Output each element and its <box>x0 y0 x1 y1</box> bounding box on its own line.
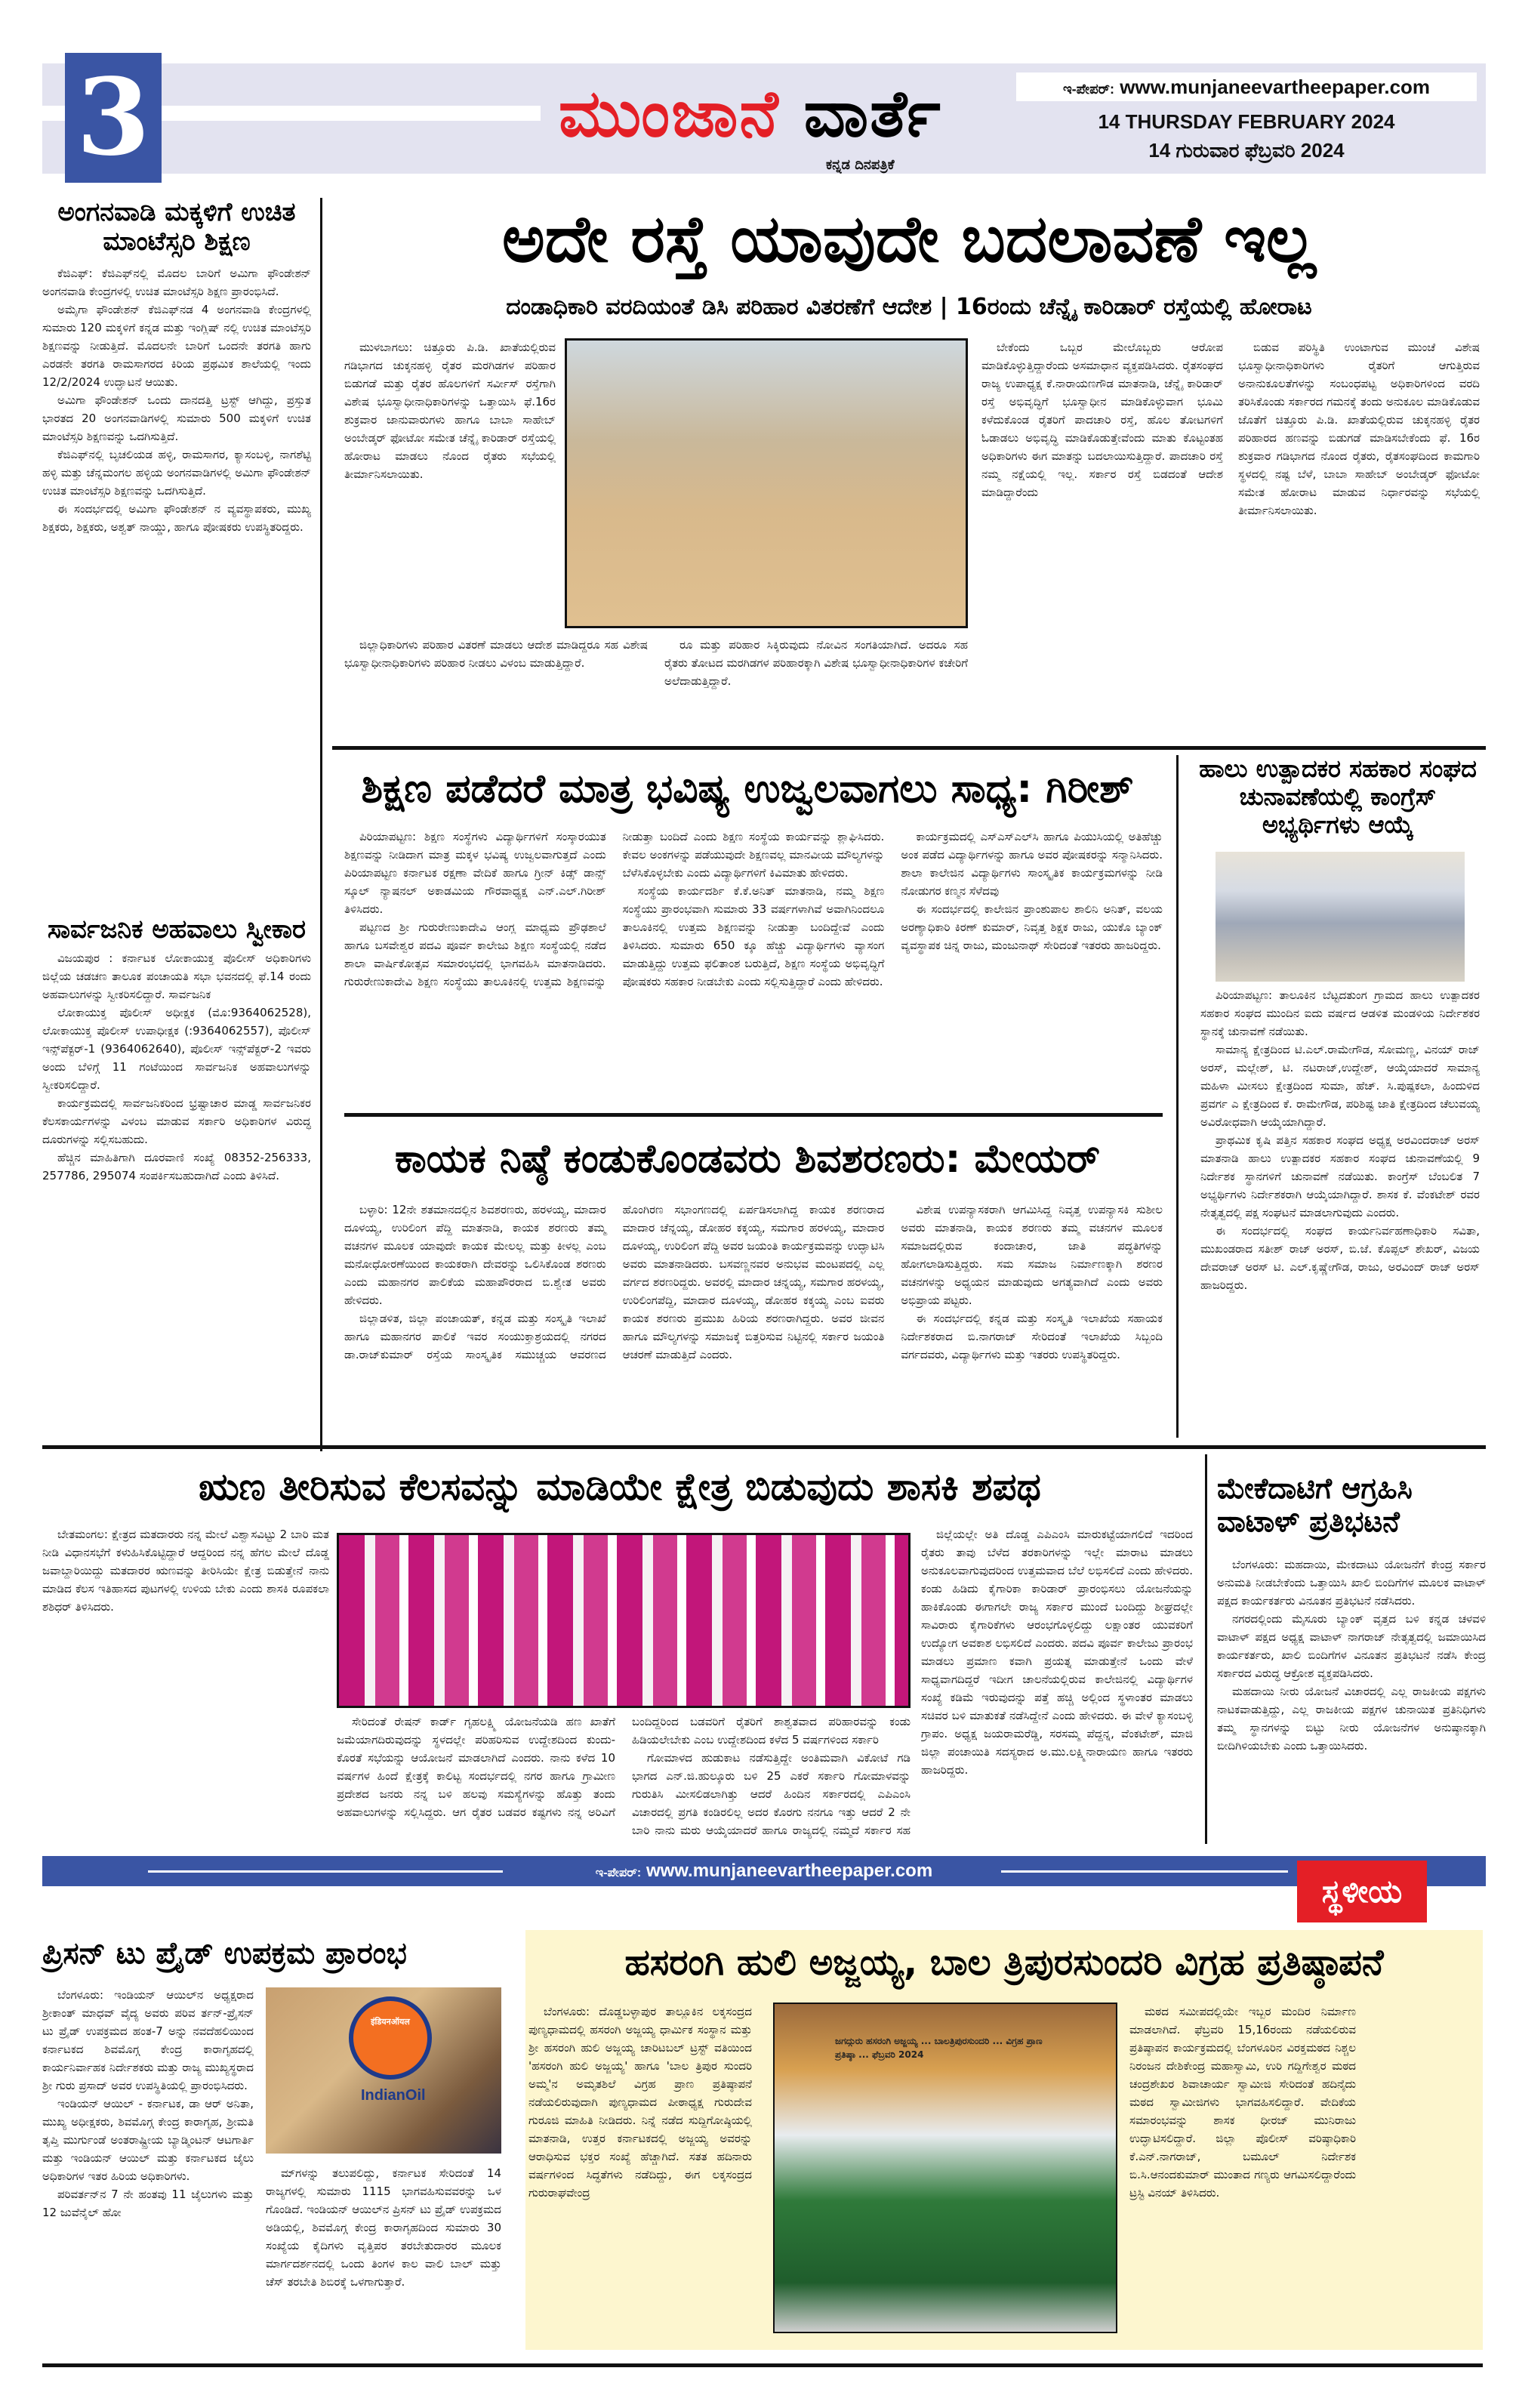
lead-col-3 <box>981 338 1223 734</box>
debt-headline: ಋಣ ತೀರಿಸುವ ಕೆಲಸವನ್ನು ಮಾಡಿಯೇ ಕ್ಷೇತ್ರ ಬಿಡುವುದು ಶಾಸಕಿ ಶಪಥ <box>199 1465 1041 1509</box>
lead-col-4 <box>1238 338 1480 734</box>
debt-photo-stage <box>337 1533 911 1708</box>
lead-col-1 <box>344 338 556 625</box>
paragraph: ಈ ಸಂದರ್ಭದಲ್ಲಿ ಕಾಲೇಜಿನ ಪ್ರಾಂಶುಪಾಲ ಶಾಲಿನಿ ಅನಿತ್, ವಲಯ ಅರಣ್ಯಾಧಿಕಾರಿ ಕಿರಣ್ ಕುಮಾರ್, ನಿವೃತ್ತ ಶಿಕ್ಷಕ ರಾಜು, ಯುಕೊ ಬ್ಯಾಂಕ್ ವ್ಯವಸ್ಥಾಪಕ ಚಿನ್ನ ರಾಜು, ಮಂಜುನಾಥ್ ಸೇರಿದಂತೆ ಇತರರು ಹಾಜರಿದ್ದರು. <box>901 902 1163 952</box>
logo-text-hindi: इंडियनऑयल <box>371 2017 410 2027</box>
article-anganwadi <box>42 198 311 853</box>
date-kannada: 14 ಗುರುವಾರ ಫೆಬ್ರವರಿ 2024 <box>1148 139 1345 162</box>
headline: ಅಂಗನವಾಡಿ ಮಕ್ಕಳಿಗೆ ಉಚಿತ ಮಾಂಟೆಸ್ಸರಿ ಶಿಕ್ಷಣ <box>57 197 296 257</box>
epaper-label: ಇ-ಪೇಪರ್: <box>1062 82 1114 97</box>
paragraph: ಕಾರ್ಯಕ್ರಮದಲ್ಲಿ ಎಸ್‌ಎಸ್‌ಎಲ್‌ಸಿ ಹಾಗೂ ಪಿಯುಸಿಯಲ್ಲಿ ಅತಿಹೆಚ್ಚು ಅಂಕ ಪಡೆದ ವಿದ್ಯಾರ್ಥಿಗಳನ್ನು ಹಾಗೂ ಅವರ ಪೋಷಕರನ್ನು ಸನ್ಮಾನಿಸಿದರು. ಶಾಲಾ ಕಾಲೇಜಿನ ವಿದ್ಯಾರ್ಥಿಗಳು ಸಾಂಸ್ಕೃತಿಕ ಕಾರ್ಯಕ್ರಮಗಳನ್ನು ನೀಡಿ ನೋಡುಗರ ಕಣ್ಮನ ಸೆಳೆದವು <box>901 830 1163 898</box>
paragraph: ಪಿರಿಯಾಪಟ್ಟಣ: ಶಿಕ್ಷಣ ಸಂಸ್ಥೆಗಳು ವಿದ್ಯಾರ್ಥಿಗಳಿಗೆ ಸಂಸ್ಕಾರಯುತ ಶಿಕ್ಷಣವನ್ನು ನೀಡಿದಾಗ ಮಾತ್ರ ಮಕ್ಕಳ ಭವಿಷ್ಯ ಉಜ್ವಲವಾಗುತ್ತದೆ ಎಂದು ಪಿರಿಯಾಪಟ್ಟಣ ಕರ್ನಾಟಕ ರಕ್ಷಣಾ ವೇದಿಕೆ ಹಾಗೂ ಗ್ರೀನ್ ಕಿಡ್ಸ್ ಡಾನ್ಸ್ ಸ್ಕೂಲ್ ನ್ಯಾಷನಲ್ ಅಕಾಡಮಿಯ ಗೌರವಾಧ್ಯಕ್ಷ ಎನ್.ಎಲ್.ಗಿರೀಶ್ ತಿಳಿಸಿದರು. <box>344 830 606 916</box>
lead-headline: ಅದೇ ರಸ್ತೆ ಯಾವುದೇ ಬದಲಾವಣೆ ಇಲ್ಲ <box>502 202 1316 277</box>
paragraph: ಜಿಲ್ಲಾಡಳಿತ, ಜಿಲ್ಲಾ ಪಂಚಾಯತ್, ಕನ್ನಡ ಮತ್ತು ಸಂಸ್ಕೃತಿ ಇಲಾಖೆ ಹಾಗೂ ಮಹಾನಗರ ಪಾಲಿಕೆ ಇವರ ಸಂಯುಕ್ತಾಶ್ರಯದಲ್ಲಿ ನಗರದ ಡಾ.ರಾಜ್‌ಕುಮಾರ್ ರಸ್ತೆಯ ಸಾಂಸ್ಕೃತಿಕ ಸಮುಚ್ಚಯ ಆವರಣದ ಹೊಂಗಿರಣ ಸಭಾಂಗಣದಲ್ಲಿ ಏರ್ಪಡಿಸಲಾಗಿದ್ದ ಕಾಯಕ ಶರಣರಾದ ಮಾದಾರ ಚೆನ್ನಯ್ಯ, ಡೋಹರ ಕಕ್ಕಯ್ಯ, ಸಮಗಾರ ಹರಳಯ್ಯ, ಮಾದಾರ ದೂಳಯ್ಯ, ಉರಿಲಿಂಗ ಪೆದ್ದಿ ಅವರ ಜಯಂತಿ ಕಾರ್ಯಕ್ರಮವನ್ನು ಉದ್ಘಾಟಿಸಿ ಅವರು ಮಾತನಾಡಿದರು. ಬಸವಣ್ಣನವರ ಅನುಭವ ಮಂಟಪದಲ್ಲಿ ಎಲ್ಲ ವರ್ಗದ ಶರಣರಿದ್ದರು. ಅವರಲ್ಲಿ ಮಾದಾರ ಚನ್ನಯ್ಯ, ಸಮಗಾರ ಹರಳಯ್ಯ, ಉರಿಲಿಂಗಪೆದ್ದಿ, ಮಾದಾರ ದೂಳಯ್ಯ, ಡೋಹರ ಕಕ್ಕಯ್ಯ ಎಂಬ ಐವರು ಕಾಯಕ ಶರಣರು ಪ್ರಮುಖ ಹಿರಿಯ ಶರಣರಾಗಿದ್ದರು. ಅವರ ಜೀವನ ಹಾಗೂ ಮೌಲ್ಯಗಳನ್ನು ಸಮಾಜಕ್ಕೆ ಬಿತ್ತರಿಸುವ ನಿಟ್ಟಿನಲ್ಲಿ ಸರ್ಕಾರ ಜಯಂತಿ ಆಚರಣೆ ಮಾಡುತ್ತಿದೆ ಎಂದರು. <box>344 1203 885 1361</box>
footer-epaper-url[interactable]: www.munjaneevartheepaper.com <box>646 1861 933 1881</box>
paragraph: ಪಿರಿಯಾಪಟ್ಟಣ: ತಾಲೂಕಿನ ಬೆಟ್ಟದತುಂಗ ಗ್ರಾಮದ ಹಾಲು ಉತ್ಪಾದಕರ ಸಹಕಾರ ಸಂಘದ ಮುಂದಿನ ಐದು ವರ್ಷದ ಆಡಳಿತ ಮಂಡಳಿಯ ನಿರ್ದೇಶಕರ ಸ್ಥಾನಕ್ಕೆ ಚುನಾವಣೆ ನಡೆಯಿತು. <box>1200 988 1480 1038</box>
column-divider <box>1205 1454 1207 1844</box>
prison-headline: ಪ್ರಿಸನ್ ಟು ಪ್ರೈಡ್ ಉಪಕ್ರಮ ಪ್ರಾರಂಭ <box>42 1936 407 1971</box>
paragraph: ಪ್ರಾಥಮಿಕ ಕೃಷಿ ಪತ್ತಿನ ಸಹಕಾರ ಸಂಘದ ಅಧ್ಯಕ್ಷ ಅರವಿಂದರಾಜ್ ಅರಸ್ ಮಾತನಾಡಿ ಹಾಲು ಉತ್ಪಾದಕರ ಸಹಕಾರ ಸಂಘದ ಚುನಾವಣೆಯಲ್ಲಿ 9 ನಿರ್ದೇಶಕ ಸ್ಥಾನಗಳಿಗೆ ಚುನಾವಣೆ ನಡೆಯಿತು. ಕಾಂಗ್ರೆಸ್ ಬೆಂಬಲಿತ 7 ಅಭ್ಯರ್ಥಿಗಳು ನಿರ್ದೇಶಕರಾಗಿ ಆಯ್ಕೆಯಾಗಿದ್ದಾರೆ. ಶಾಸಕ ಕೆ. ವೆಂಕಟೇಶ್ ರವರ ನೇತೃತ್ವದಲ್ಲಿ ಪಕ್ಷ ಸಂಘಟನೆ ಮಾಡಲಾಗುವುದು ಎಂದರು. <box>1200 1133 1480 1219</box>
paragraph: ರೂ ಮತ್ತು ಪರಿಹಾರ ಸಿಕ್ಕಿರುವುದು ನೋವಿನ ಸಂಗತಿಯಾಗಿದೆ. ಅದರೂ ಸಹ ರೈತರು ತೋಟದ ಮರಗಿಡಗಳ ಪರಿಹಾರಕ್ಕಾಗಿ ವಿಶೇಷ ಭೂಸ್ವಾಧೀನಾಧಿಕಾರಿಗಳ ಕಚೇರಿಗೆ ಅಲೆದಾಡುತ್ತಿದ್ದಾರೆ. <box>664 638 968 688</box>
mayor-body <box>344 1201 1163 1436</box>
paragraph: ಕೆಜಿಎಫ್‌ನಲ್ಲಿ ಬೃಚಲಿಯಡ ಹಳ್ಳಿ, ರಾಮಸಾಗರ, ಕ್ಯಾಸಂಬಳ್ಳಿ, ನಾಗಶೆಟ್ಟಿ ಹಳ್ಳಿ ಮತ್ತು ಚೆನ್ನಮಂಗಲ ಹಳ್ಳಿಯ ಅಂಗನವಾಡಿಗಳಲ್ಲಿ ಅಮಿಗಾ ಫೌಂಡೇಶನ್ ಉಚಿತ ಮಾಂಟೆಸ್ಸರಿ ಶಿಕ್ಷಣವನ್ನು ಒದಗಿಸುತ್ತಿದೆ. <box>42 448 311 498</box>
footer-epaper-band <box>42 1856 1486 1886</box>
paragraph: ಮುಳಬಾಗಲು: ಚಿತ್ತೂರು ಪಿ.ಡಿ. ಖಾತೆಯಲ್ಲಿರುವ ಗಡಿಭಾಗದ ಚುಕ್ಕನಹಳ್ಳಿ ರೈತರ ಮರಗಿಡಗಳ ಪರಿಹಾರ ಬಿಡುಗಡೆ ಮತ್ತು ರೈತರ ಹೊಲಗಳಿಗೆ ಸರ್ವೀಸ್ ರಸ್ತೆಗಾಗಿ ವಿಶೇಷ ಭೂಸ್ವಾಧೀನಾಧಿಕಾರಿಗಳನ್ನು ಒತ್ತಾಯಿಸಿ ಫೆ.16ರ ಶುಕ್ರವಾರ ಜಾನುವಾರುಗಳು ಹಾಗೂ ಬಾಬಾ ಸಾಹೇಬ್ ಅಂಬೇಡ್ಕರ್ ಫೋಟೋ ಸಮೇತ ಚೆನ್ನೈ ಕಾರಿಡಾರ್ ರಸ್ತೆಯಲ್ಲಿ ಹೋರಾಟ ಮಾಡಲು ನೊಂದ ರೈತರು ಸಭೆಯಲ್ಲಿ ತೀರ್ಮಾನಿಸಲಾಯಿತು. <box>344 341 556 481</box>
lead-story <box>332 198 1486 321</box>
prison-photo <box>266 1987 501 2154</box>
date-english: 14 THURSDAY FEBRUARY 2024 <box>1098 110 1395 133</box>
idol-headline: ಹಸರಂಗಿ ಹುಲಿ ಅಜ್ಜಯ್ಯ, ಬಾಲ ತ್ರಿಪುರಸುಂದರಿ ವಿಗ್ರಹ ಪ್ರತಿಷ್ಠಾಪನೆ <box>624 1941 1384 1984</box>
paragraph: ಪರಿವರ್ತನ್‌ನ 7 ನೇ ಹಂತವು 11 ಜೈಲುಗಳು ಮತ್ತು 12 ಜುವೆನೈಲ್ ಹೋ <box>42 2188 254 2219</box>
epaper-link[interactable] <box>1016 72 1477 101</box>
paragraph: ವಿಜಯಪುರ : ಕರ್ನಾಟಕ ಲೋಕಾಯುಕ್ತ ಪೊಲೀಸ್ ಅಧಿಕಾರಿಗಳು ಜಿಲ್ಲೆಯ ಚಡಚಣ ತಾಲೂಕ ಪಂಚಾಯತಿ ಸಭಾ ಭವನದಲ್ಲಿ ಫೆ.14 ರಂದು ಅಹವಾಲುಗಳನ್ನು ಸ್ವೀಕರಿಸಲಿದ್ದಾರೆ. ಸಾರ್ವಜನಿಕ <box>42 951 311 1002</box>
paragraph: ಜಿಲ್ಲೆಯಲ್ಲೇ ಅತಿ ದೊಡ್ಡ ಎಪಿಎಂಸಿ ಮಾರುಕಟ್ಟೆಯಾಗಲಿದೆ ಇದರಿಂದ ರೈತರು ತಾವು ಬೆಳೆದ ತರಕಾರಿಗಳನ್ನು ಇಲ್ಲೇ ಮಾರಾಟ ಮಾಡಲು ಅನುಕೂಲವಾಗುವುದರಿಂದ ಉತ್ತಮವಾದ ಬೆಲೆ ಲಭಿಸಲಿದೆ ಎಂದು ಹೇಳಿದರು. ಕಂಡು ಹಿಡಿದು ಕೈಗಾರಿಕಾ ಕಾರಿಡಾರ್ ಪ್ರಾರಂಭಿಸಲು ಯೋಜನೆಯನ್ನು ಹಾಕಿಕೊಂಡು ಈಗಾಗಲೇ ರಾಜ್ಯ ಸರ್ಕಾರ ಮುಂದೆ ಬಂದಿದ್ದು ಶೀಘ್ರದಲ್ಲೇ ಸಾವಿರಾರು ಕೈಗಾರಿಕೆಗಳು ಆರಂಭಗೊಳ್ಳಲಿದ್ದು ಲಕ್ಷಾಂತರ ಯುವಕರಿಗೆ ಉದ್ಯೋಗ ಅವಕಾಶ ಲಭಿಸಲಿದೆ ಎಂದರು. ಪದವಿ ಪೂರ್ವ ಕಾಲೇಜು ಪ್ರಾರಂಭ ಮಾಡಲು ಪ್ರಮಾಣ ಕವಾಗಿ ಪ್ರಯತ್ನ ಮಾಡುತ್ತೇನೆ ಒಂದು ವೇಳೆ ಸಾಧ್ಯವಾಗದಿದ್ದರೆ ಇದೀಗ ಚಾಲನೆಯಲ್ಲಿರುವ ಕಾಲೇಜಿನಲ್ಲಿ ವಿದ್ಯಾರ್ಥಿಗಳ ಸಂಖ್ಯೆ ಕಡಿಮೆ ಇರುವುದನ್ನು ಪತ್ತೆ ಹಚ್ಚಿ ಅಲ್ಲಿಂದ ಸ್ಥಳಾಂತರ ಮಾಡಲು ಸಚಿವರ ಬಳಿ ಮಾತುಕತೆ ನಡೆಸಿದ್ದೇನೆ ಎಂದು ಹೇಳಿದರು. ಈ ವೇಳೆ ಕ್ಯಾಸಂಬಳ್ಳಿ ಗ್ರಾಪಂ. ಅಧ್ಯಕ್ಷ ಜಯರಾಮರೆಡ್ಡಿ, ಸರಸಮ್ಮ ಪೆದ್ದನ್ನ, ವೆಂಕಟೇಶ್, ಮಾಜಿ ಜಿಲ್ಲಾ ಪಂಚಾಯಿತಿ ಸದಸ್ಯರಾದ ಅ.ಮು.ಲಕ್ಷ್ಮಿನಾರಾಯಣ ಹಾಗೂ ಇತರರು ಹಾಜರಿದ್ದರು. <box>921 1528 1193 1777</box>
lead-below-photo <box>344 636 968 734</box>
debt-left <box>42 1525 329 1842</box>
paragraph: ಬೇತಮಂಗಲ: ಕ್ಷೇತ್ರದ ಮತದಾರರು ನನ್ನ ಮೇಲೆ ವಿಶ್ವಾಸವಿಟ್ಟು 2 ಬಾರಿ ಮತ ನೀಡಿ ವಿಧಾನಸಭೆಗೆ ಕಳುಹಿಸಿಕೊಟ್ಟಿದ್ದಾರೆ ಆದ್ದರಿಂದ ನನ್ನ ಹೆಗಲ ಮೇಲೆ ದೊಡ್ಡ ಜವಾಬ್ದಾರಿಯಿದ್ದು ಮತದಾರರ ಋಣವನ್ನು ತೀರಿಸಿಯೇ ಕ್ಷೇತ್ರ ಬಿಡುತ್ತೇನೆ ನಾನು ಮಾಡಿದ ಕೆಲಸ ಇತಿಹಾಸದ ಪುಟಗಳಲ್ಲಿ ಉಳಿಯ ಬೇಕು ಎಂದು ಶಾಸಕಿ ರೂಪಕಲಾ ಶಶಿಧರ್ ತಿಳಿಸಿದರು. <box>42 1528 329 1614</box>
debt-photo-cols <box>337 1713 911 1842</box>
article-body <box>42 264 311 853</box>
milk-story <box>1190 755 1486 838</box>
paragraph: ಕೆಜಿಎಫ್: ಕೆಜಿಎಫ್‌ನಲ್ಲಿ ಮೊದಲ ಬಾರಿಗೆ ಅಮಿಗಾ ಫೌಂಡೇಶನ್ ಅಂಗನವಾಡಿ ಕೇಂದ್ರಗಳಲ್ಲಿ ಉಚಿತ ಮಾಂಟೆಸ್ಸರಿ ಶಿಕ್ಷಣ ಪ್ರಾರಂಭಿಸಿದೆ. <box>42 267 311 299</box>
milk-photo-group <box>1216 852 1465 982</box>
footer-epaper-label: ಇ-ಪೇಪರ್: <box>595 1867 642 1879</box>
paragraph: ಸಂಸ್ಥೆಯ ಕಾರ್ಯದರ್ಶಿ ಕೆ.ಕೆ.ಅನಿತ್ ಮಾತನಾಡಿ, ನಮ್ಮ ಶಿಕ್ಷಣ ಸಂಸ್ಥೆಯು ಪ್ರಾರಂಭವಾಗಿ ಸುಮಾರು 33 ವರ್ಷಗಳಾಗಿವೆ ಅವಾಗಿನಿಂದಲೂ ತಾಲೂಕಿನಲ್ಲಿ ಉತ್ತಮ ಶಿಕ್ಷಣವನ್ನು ನೀಡುತ್ತಾ ಬಂದಿದ್ದೇವೆ ಎಂದು ತಿಳಿಸಿದರು. ಸುಮಾರು 650 ಕ್ಕೂ ಹೆಚ್ಚು ವಿದ್ಯಾರ್ಥಿಗಳು ವ್ಯಾಸಂಗ ಮಾಡುತ್ತಿದ್ದು ಉತ್ತಮ ಫಲಿತಾಂಶ ಬರುತ್ತಿದೆ, ಶಿಕ್ಷಣ ಸಂಸ್ಥೆಯ ಅಭಿವೃದ್ಧಿಗೆ ಪೋಷಕರು ಸಹಕಾರ ನೀಡಬೇಕು ಎಂದು ಸಲ್ಲಿಸುತ್ತಿದ್ದಾರೆ ಎಂದು ಹೇಳಿದರು. <box>622 884 885 988</box>
education-body <box>344 828 1163 1080</box>
paragraph: ಈ ಸಂದರ್ಭದಲ್ಲಿ ಕನ್ನಡ ಮತ್ತು ಸಂಸ್ಕೃತಿ ಇಲಾಖೆಯ ಸಹಾಯಕ ನಿರ್ದೇಶಕರಾದ ಬಿ.ನಾಗರಾಜ್ ಸೇರಿದಂತೆ ಇಲಾಖೆಯ ಸಿಬ್ಬಂದಿ ವರ್ಗದವರು, ವಿದ್ಯಾರ್ಥಿಗಳು ಮತ್ತು ಇತರರು ಉಪಸ್ಥಿತರಿದ್ದರು. <box>901 1312 1163 1361</box>
education-headline: ಶಿಕ್ಷಣ ಪಡೆದರೆ ಮಾತ್ರ ಭವಿಷ್ಯ ಉಜ್ವಲವಾಗಲು ಸಾಧ್ಯ: ಗಿರೀಶ್ <box>361 766 1134 812</box>
bottom-rule <box>42 2363 1483 2367</box>
debt-right <box>921 1525 1193 1842</box>
section-rule <box>344 1113 1163 1117</box>
column-divider <box>320 198 322 1451</box>
paragraph: ಬಿಡುವ ಪರಿಸ್ಥಿತಿ ಉಂಟಾಗುವ ಮುಂಚೆ ವಿಶೇಷ ಭೂಸ್ವಾಧೀನಾಧಿಕಾರಿಗಳು ರೈತರಿಗೆ ಆಗುತ್ತಿರುವ ಅನಾನುಕೂಲತೆಗಳನ್ನು ಸಂಬಂಧಪಟ್ಟ ಅಧಿಕಾರಿಗಳಿಂದ ವರದಿ ತರಿಸಿಕೊಂಡು ಸರ್ಕಾರದ ಗಮನಕ್ಕೆ ತಂದು ಅನುಕೂಲ ಮಾಡಿಕೊಡುವ ಜೊತೆಗೆ ಚಿತ್ತೂರು ಪಿ.ಡಿ. ಖಾತೆಯಲ್ಲಿರುವ ಚುಕ್ಕನಹಳ್ಳಿ ರೈತರ ಪರಿಹಾರದ ಹಣವನ್ನು ಬಿಡುಗಡೆ ಮಾಡಿಸಬೇಕೆಂದು ಫೆ. 16ರ ಶುಕ್ರವಾರ ಗಡಿಭಾಗದ ನೊಂದ ರೈತರು, ರೈತಸಂಘದಿಂದ ಕಾಮಗಾರಿ ಸ್ಥಳದಲ್ಲಿ ನಷ್ಟ ಬೆಳೆ, ಬಾಬಾ ಸಾಹೇಬ್ ಅಂಬೇಡ್ಕರ್ ಫೋಟೋ ಸಮೇತ ಹೋರಾಟ ಮಾಡುವ ನಿರ್ಧಾರವನ್ನು ಸಭೆಯಲ್ಲಿ ತೀರ್ಮಾನಿಸಲಾಯಿತು. <box>1238 341 1480 517</box>
idol-photo-swami <box>773 2003 1117 2333</box>
banner-text: ಜಗದ್ಗುರು ಹಸರಂಗಿ ಅಜ್ಜಯ್ಯ ... ಬಾಲತ್ರಿಪುರಸುಂದರಿ ... ವಿಗ್ರಹ ಪ್ರಾಣ ಪ್ರತಿಷ್ಠಾ ... ಫೆಬ್ರವರಿ 2024 <box>835 2036 1043 2060</box>
headline: ಸಾರ್ವಜನಿಕ ಅಹವಾಲು ಸ್ವೀಕಾರ <box>47 914 307 945</box>
paragraph: ನಗರದಲ್ಲಿಂದು ಮೈಸೂರು ಬ್ಯಾಂಕ್ ವೃತ್ತದ ಬಳಿ ಕನ್ನಡ ಚಳವಳಿ ವಾಟಾಳ್ ಪಕ್ಷದ ಅಧ್ಯಕ್ಷ ವಾಟಾಳ್ ನಾಗರಾಜ್ ನೇತೃತ್ವದಲ್ಲಿ ಜಮಾಯಿಸಿದ ಕಾರ್ಯಕರ್ತರು, ಖಾಲಿ ಬಿಂದಿಗೆಗಳ ವಿನೂತನ ಪ್ರತಿಭಟನೆ ನಡೆಸಿ ಕೇಂದ್ರ ಸರ್ಕಾರದ ವಿರುದ್ಧ ಆಕ್ರೋಶ ವ್ಯಕ್ತಪಡಿಸಿದರು. <box>1217 1612 1486 1680</box>
paragraph: ಈ ಸಂದರ್ಭದಲ್ಲಿ ಸಂಘದ ಕಾರ್ಯನಿರ್ವಹಣಾಧಿಕಾರಿ ಸವಿತಾ, ಮುಖಂಡರಾದ ಸತೀಶ್ ರಾಜ್ ಅರಸ್, ಬಿ.ಜೆ. ಕೊಪ್ಪಲ್ ಶೇಖರ್, ವಿಜಯ ದೇವರಾಜ್ ಅರಸ್ ಟಿ. ಎಲ್.ಕೃಷ್ಣೇಗೌಡ, ರಾಜು, ಅರವಿಂದ್ ರಾಜ್ ಅರಸ್ ಹಾಜರಿದ್ದರು. <box>1200 1224 1480 1292</box>
paragraph: ಇಂಡಿಯನ್ ಆಯಿಲ್ - ಕರ್ನಾಟಕ, ಡಾ ಆರ್ ಅನಿತಾ, ಮುಖ್ಯ ಅಧೀಕ್ಷಕರು, ಶಿವಮೊಗ್ಗ ಕೇಂದ್ರ ಕಾರಾಗೃಹ, ಶ್ರೀಮತಿ ತೃಪ್ತಿ ಮುರ್ಗುಂಡೆ ಅಂತರಾಷ್ಟ್ರೀಯ ಬ್ಯಾಡ್ಮಿಂಟನ್ ಆಟಗಾರ್ತಿ ಮತ್ತು ಇಂಡಿಯನ್ ಆಯಿಲ್ ಮತ್ತು ಕರ್ನಾಟಕದ ಜೈಲು ಅಧಿಕಾರಿಗಳ ಇತರ ಹಿರಿಯ ಅಧಿಕಾರಿಗಳು. <box>42 2097 254 2183</box>
paragraph: ಗೋಮಾಳದ ಹುಡುಕಾಟ ನಡೆಸುತ್ತಿದ್ದೇ ಅಂತಿಮವಾಗಿ ವಿಕೋಟೆ ಗಡಿ ಭಾಗದ ಎನ್.ಜಿ.ಹುಲ್ಕೂರು ಬಳಿ 25 ಎಕರೆ ಸರ್ಕಾರಿ ಗೋಮಾಳವನ್ನು ಗುರುತಿಸಿ ಮೀಸಲಿಡಲಾಗಿತ್ತು ಆದರೆ ಹಿಂದಿನ ಸರ್ಕಾರದಲ್ಲಿ ಎಪಿಎಂಸಿ ವಿಚಾರದಲ್ಲಿ ಪ್ರಗತಿ ಕಂಡಿರಲಿಲ್ಲ ಅದರ ಕೊರಗು ನನಗೂ ಇತ್ತು ಆದರೆ 2 ನೇ ಬಾರಿ ನಾನು ಮರು ಆಯ್ಕೆಯಾದರೆ ಹಾಗೂ ರಾಜ್ಯದಲ್ಲಿ ನಮ್ಮದೆ ಸರ್ಕಾರ ಸಹ <box>632 1751 911 1837</box>
logo-tagline: ಕನ್ನಡ ದಿನಪತ್ರಿಕೆ <box>826 157 895 173</box>
article-body <box>42 949 311 1448</box>
paragraph: ವಿಶೇಷ ಉಪನ್ಯಾಸಕರಾಗಿ ಆಗಮಿಸಿದ್ದ ನಿವೃತ್ತ ಉಪನ್ಯಾಸಕಿ ಸುಶೀಲ ಅವರು ಮಾತನಾಡಿ, ಕಾಯಕ ಶರಣರು ತಮ್ಮ ವಚನಗಳ ಮೂಲಕ ಸಮಾಜದಲ್ಲಿರುವ ಕಂದಾಚಾರ, ಜಾತಿ ಪದ್ಧತಿಗಳನ್ನು ಹೋಗಲಾಡಿಸುತ್ತಿದ್ದರು. ಸಮ ಸಮಾಜ ನಿರ್ಮಾಣಕ್ಕಾಗಿ ಶರಣರ ವಚನಗಳನ್ನು ಅಧ್ಯಯನ ಮಾಡುವುದು ಅಗತ್ಯವಾಗಿದೆ ಎಂದು ಅವರು ಅಭಿಪ್ರಾಯ ಪಟ್ಟರು. <box>901 1203 1163 1307</box>
section-rule <box>42 1445 1486 1449</box>
protest-headline: ಮೇಕೆದಾಟಿಗೆ ಆಗ್ರಹಿಸಿ ವಾಟಾಳ್ ಪ್ರತಿಭಟನೆ <box>1217 1472 1413 1538</box>
idol-left <box>528 2003 752 2335</box>
newspaper-logo <box>559 72 942 156</box>
paragraph: ಬೆಂಗಳೂರು: ದೊಡ್ಡಬಳ್ಳಾಪುರ ತಾಲ್ಲೂಕಿನ ಲಕ್ಕಸಂದ್ರದ ಪುಣ್ಯಧಾಮದಲ್ಲಿ ಹಸರಂಗಿ ಅಜ್ಜಯ್ಯ ಧಾರ್ಮಿಕ ಸಂಸ್ಥಾನ ಮತ್ತು ಶ್ರೀ ಹಸರಂಗಿ ಹುಲಿ ಅಜ್ಜಯ್ಯ ಚಾರಿಟಬಲ್ ಟ್ರಸ್ಟ್ ವತಿಯಿಂದ 'ಹಸರಂಗಿ ಹುಲಿ ಅಜ್ಜಯ್ಯ' ಹಾಗೂ 'ಬಾಲ ತ್ರಿಪುರ ಸುಂದರಿ ಅಮ್ಮ'ನ ಅಮೃತಶಿಲೆ ವಿಗ್ರಹ ಪ್ರಾಣ ಪ್ರತಿಷ್ಠಾಪನೆ ನಡೆಯಲಿರುವುದಾಗಿ ಪುಣ್ಯಧಾಮದ ಪೀಠಾಧ್ಯಕ್ಷ ಗುರುದೇವ ಗುರೂಜಿ ಮಾಹಿತಿ ನೀಡಿದರು. ನಿನ್ನೆ ನಡೆದ ಸುದ್ದಿಗೋಷ್ಠಿಯಲ್ಲಿ ಮಾತನಾಡಿ, ಉತ್ತರ ಕರ್ನಾಟಕದಲ್ಲಿ ಅಜ್ಜಯ್ಯ ಅವರನ್ನು ಆರಾಧಿಸುವ ಭಕ್ತರ ಸಂಖ್ಯೆ ಹೆಚ್ಚಾಗಿದೆ. ಸತತ ಹದಿನಾರು ವರ್ಷಗಳಿಂದ ಸಿದ್ಧತೆಗಳು ನಡೆದಿದ್ದು, ಈಗ ಲಕ್ಕಸಂದ್ರದ ಗುರುರಾಘವೇಂದ್ರ <box>528 2005 752 2200</box>
milk-headline: ಹಾಲು ಉತ್ಪಾದಕರ ಸಹಕಾರ ಸಂಘದ ಚುನಾವಣೆಯಲ್ಲಿ ಕಾಂಗ್ರೆಸ್ ಅಭ್ಯರ್ಥಿಗಳು ಆಯ್ಕೆ <box>1199 754 1477 839</box>
paragraph: ಮಹದಾಯಿ ನೀರು ಯೋಜನೆ ವಿಚಾರದಲ್ಲಿ ಎಲ್ಲ ರಾಜಕೀಯ ಪಕ್ಷಗಳು ನಾಟಕವಾಡುತ್ತಿದ್ದು, ಎಲ್ಲ ರಾಜಕೀಯ ಪಕ್ಷಗಳ ಚುನಾಯಿತ ಪ್ರತಿನಿಧಿಗಳು ತಮ್ಮ ಸ್ಥಾನಗಳನ್ನು ಬಿಟ್ಟು ನೀರು ಯೋಜನೆಗಳ ಅನುಷ್ಠಾನಕ್ಕಾಗಿ ಬೀದಿಗಿಳಿಯಬೇಕು ಎಂದು ಒತ್ತಾಯಿಸಿದರು. <box>1217 1685 1486 1753</box>
indianoil-logo <box>349 1996 432 2080</box>
logo-black-part: ವಾರ್ತೆ <box>803 76 942 152</box>
paragraph: ಮಠದ ಸಮೀಪದಲ್ಲಿಯೇ ಇಬ್ಬರ ಮಂದಿರ ನಿರ್ಮಾಣ ಮಾಡಲಾಗಿದೆ. ಫೆಬ್ರವರಿ 15,16ರಂದು ನಡೆಯಲಿರುವ ಪ್ರತಿಷ್ಠಾಪನ ಕಾರ್ಯಕ್ರಮದಲ್ಲಿ ಬೆಂಗಳೂರಿನ ವಿರಕ್ತಮಠದ ನಿಶ್ಚಲ ನಿರಂಜನ ದೇಶಿಕೇಂದ್ರ ಮಹಾಸ್ವಾಮಿ, ಉರಿ ಗದ್ದಿಗೇಶ್ವರ ಮಠದ ಚಂದ್ರಶೇಖರ ಶಿವಾಚಾರ್ಯ ಸ್ವಾಮೀಜಿ ಸೇರಿದಂತೆ ಹದಿನೈದು ಮಠದ ಸ್ವಾಮೀಜಿಗಳು ಭಾಗವಹಿಸಲಿದ್ದಾರೆ. ವೇದಿಕೆಯ ಸಮಾರಂಭವನ್ನು ಶಾಸಕ ಧೀರಜ್ ಮುನಿರಾಜು ಉದ್ಘಾಟಿಸಲಿದ್ದಾರೆ. ಜಿಲ್ಲಾ ಪೊಲೀಸ್ ವರಿಷ್ಠಾಧಿಕಾರಿ ಕೆ.ಎನ್.ನಾಗರಾಜ್, ಬಮೂಲ್ ನಿರ್ದೇಶಕ ಬಿ.ಸಿ.ಆನಂದಕುಮಾರ್ ಮುಂತಾದ ಗಣ್ಯರು ಆಗಮಿಸಲಿದ್ದಾರೆಂದು ಟ್ರಸ್ಟಿ ವಿನಯ್ ತಿಳಿಸಿದರು. <box>1129 2005 1356 2200</box>
lead-photo-farmers <box>565 338 968 628</box>
section-label-local: ಸ್ಥಳೀಯ <box>1297 1861 1427 1922</box>
paragraph: ಸಾಮಾನ್ಯ ಕ್ಷೇತ್ರದಿಂದ ಟಿ.ಎಲ್.ರಾಮೇಗೌಡ, ಸೋಮಣ್ಣ, ವಿನಯ್ ರಾಜ್ ಅರಸ್, ಮಲ್ಲೇಶ್, ಟಿ. ನಟರಾಜ್,ಉದ್ದೇಶ್, ಆಯ್ಕೆಯಾದರೆ ಸಾಮಾನ್ಯ ಮಹಿಳಾ ಮೀಸಲು ಕ್ಷೇತ್ರದಿಂದ ಸುಮಾ, ಹೆಚ್. ಸಿ.ಪುಷ್ಪಕಲಾ, ಹಿಂದುಳಿದ ಪ್ರವರ್ಗ ಎ ಕ್ಷೇತ್ರದಿಂದ ಕೆ. ರಾಮೇಗೌಡ, ಪರಿಶಿಷ್ಟ ಜಾತಿ ಕ್ಷೇತ್ರದಿಂದ ಚೆಲುವಯ್ಯ ಅವಿರೋಧವಾಗಿ ಆಯ್ಕೆಯಾಗಿದ್ದಾರೆ. <box>1200 1043 1480 1129</box>
decor-line <box>1001 1870 1288 1873</box>
section-rule <box>332 746 1486 750</box>
paragraph: ಜಿಲ್ಲಾಧಿಕಾರಿಗಳು ಪರಿಹಾರ ವಿತರಣೆ ಮಾಡಲು ಆದೇಶ ಮಾಡಿದ್ದರೂ ಸಹ ವಿಶೇಷ ಭೂಸ್ವಾಧೀನಾಧಿಕಾರಿಗಳು ಪರಿಹಾರ ನೀಡಲು ವಿಳಂಬ ಮಾಡುತ್ತಿದ್ದಾರೆ. <box>344 638 648 670</box>
protest-body <box>1217 1555 1486 1842</box>
prison-right <box>266 2164 501 2383</box>
milk-body <box>1200 986 1480 1432</box>
paragraph: ಬೆಂಗಳೂರು: ಮಹದಾಯಿ, ಮೇಕದಾಟು ಯೋಜನೆಗೆ ಕೇಂದ್ರ ಸರ್ಕಾರ ಅನುಮತಿ ನೀಡಬೇಕೆಂದು ಒತ್ತಾಯಿಸಿ ಖಾಲಿ ಬಿಂದಿಗೆಗಳ ಮೂಲಕ ವಾಟಾಳ್ ಪಕ್ಷದ ಕಾರ್ಯಕರ್ತರು ವಿನೂತನ ಪ್ರತಿಭಟನೆ ನಡೆಸಿದರು. <box>1217 1558 1486 1608</box>
prison-left <box>42 1986 254 2379</box>
paragraph: ಬಳ್ಳಾರಿ: 12ನೇ ಶತಮಾನದಲ್ಲಿನ ಶಿವಶರಣರು, ಹರಳಯ್ಯ, ಮಾದಾರ ದೂಳಯ್ಯ, ಉರಿಲಿಂಗ ಪೆದ್ದಿ ಮಾತನಾಡಿ, ಕಾಯಕ ಶರಣರು ತಮ್ಮ ವಚನಗಳ ಮೂಲಕ ಯಾವುದೇ ಕಾಯಕ ಮೇಲಲ್ಲ ಮತ್ತು ಕೀಳಲ್ಲ ಎಂಬ ಮನೋಧೋರಣೆಯಿಂದ ಕಾಯಕರಾಗಿ ದೇವರನ್ನು ಒಲಿಸಿಕೊಂಡ ಶರಣರು ಎಂದು ಮಹಾನಗರ ಪಾಲಿಕೆಯ ಮಹಾಪೌರರಾದ ಬಿ.ಶ್ವೇತ ಅವರು ಹೇಳಿದರು. <box>344 1203 606 1307</box>
mayor-headline: ಕಾಯಕ ನಿಷ್ಠೆ ಕಂಡುಕೊಂಡವರು ಶಿವಶರಣರು: ಮೇಯರ್ <box>394 1136 1101 1182</box>
logo-red-part: ಮುಂಜಾನೆ <box>559 76 780 152</box>
paragraph: ಅಮೈಗಾ ಫೌಂಡೇಶನ್ ಕೆಜಿಎಫ್‌ನಡ 4 ಅಂಗನವಾಡಿ ಕೇಂದ್ರಗಳಲ್ಲಿ ಸುಮಾರು 120 ಮಕ್ಕಳಿಗೆ ಕನ್ನಡ ಮತ್ತು ಇಂಗ್ಲಿಷ್ ನಲ್ಲಿ ಉಚಿತ ಮಾಂಟೆಸ್ಸರಿ ಶಿಕ್ಷಣವನ್ನು ನೀಡುತ್ತಿದೆ. ಮೊದಲನೇ ಬಾರಿಗೆ ಒಂದನೇ ತರಗತಿ ಹಾಗು ಎರಡನೇ ತರಗತಿ ರಾಮಸಾಗರದ ಕಿರಿಯ ಪ್ರಥಮಿಕ ಶಾಲೆಯಲ್ಲಿ ಇಂದು 12/2/2024 ಉದ್ಘಾಟನೆ ಆಯಿತು. <box>42 303 311 390</box>
paragraph: ಬೆಂಗಳೂರು: ಇಂಡಿಯನ್ ಆಯಿಲ್‌ನ ಅಧ್ಯಕ್ಷರಾದ ಶ್ರೀಕಾಂತ್ ಮಾಧವ್ ವೈದ್ಯ ಅವರು ಪರಿವ ರ್ತನ್-ಪ್ರೈಸನ್ ಟು ಪ್ರೈಡ್ ಉಪಕ್ರಮದ ಹಂತ-7 ಅನ್ನು ನವದೆಹಲಿಯಿಂದ ಕರ್ನಾಟಕದ ಶಿವಮೊಗ್ಗ ಕೇಂದ್ರ ಕಾರಾಗೃಹದಲ್ಲಿ ಕಾರ್ಯನಿರ್ವಾಹಕ ನಿರ್ದೇಶಕರು ಮತ್ತು ರಾಜ್ಯ ಮುಖ್ಯಸ್ಥರಾದ ಶ್ರೀ ಗುರು ಪ್ರಸಾದ್ ಅವರ ಉಪಸ್ಥಿತಿಯಲ್ಲಿ ಪ್ರಾರಂಭಿಸಿದರು. <box>42 1988 254 2092</box>
decor-line <box>148 1870 503 1873</box>
idol-right <box>1129 2003 1356 2335</box>
epaper-url[interactable]: www.munjaneevartheepaper.com <box>1120 76 1431 98</box>
logo-text: IndianOil <box>361 2087 426 2104</box>
article-public-grievance <box>42 915 311 1448</box>
paragraph: ಹೆಚ್ಚಿನ ಮಾಹಿತಿಗಾಗಿ ದೂರವಾಣಿ ಸಂಖ್ಯೆ 08352-256333, 257786, 295074 ಸಂಪರ್ಕಿಸಬಹುದಾಗಿದೆ ಎಂದು ತಿಳಿಸಿದೆ. <box>42 1151 311 1183</box>
paragraph: ಈ ಸಂದರ್ಭದಲ್ಲಿ ಅಮಿಗಾ ಫೌಂಡೇಶನ್ ನ ವ್ಯವಸ್ಥಾಪಕರು, ಮುಖ್ಯ ಶಿಕ್ಷಕರು, ಶಿಕ್ಷಕರು, ಅಶ್ವತ್ ನಾಯ್ಡು, ಹಾಗೂ ಪೋಷಕರು ಉಪಸ್ಥಿತರಿದ್ದರು. <box>42 502 311 535</box>
paragraph: ಮ್‌ಗಳನ್ನು ತಲುಪಲಿದ್ದು, ಕರ್ನಾಟಕ ಸೇರಿದಂತೆ 14 ರಾಜ್ಯಗಳಲ್ಲಿ ಸುಮಾರು 1115 ಭಾಗವಹಿಸುವವರನ್ನು ಒಳ ಗೊಂಡಿದೆ. ಇಂಡಿಯನ್ ಆಯಿಲ್‌ನ ಪ್ರಿಸನ್ ಟು ಪ್ರೈಡ್ ಉಪಕ್ರಮದ ಅಡಿಯಲ್ಲಿ, ಶಿವಮೊಗ್ಗ ಕೇಂದ್ರ ಕಾರಾಗೃಹದಿಂದ ಸುಮಾರು 30 ಸಂಖ್ಯೆಯ ಕೈದಿಗಳು ವೃತ್ತಿಪರ ತರಬೇತುದಾರರ ಮೂಲಕ ಮಾರ್ಗದರ್ಶನದಲ್ಲಿ ಒಂದು ತಿಂಗಳ ಕಾಲ ವಾಲಿ ಬಾಲ್ ಮತ್ತು ಚೆಸ್ ತರಬೇತಿ ಶಿಬಿರಕ್ಕೆ ಒಳಗಾಗುತ್ತಾರೆ. <box>266 2166 501 2289</box>
paragraph: ಅಮಿಗಾ ಫೌಂಡೇಶನ್ ಒಂದು ದಾನದತ್ತಿ ಟ್ರಸ್ಟ್ ಆಗಿದ್ದು, ಪ್ರಸ್ತುತ ಭಾರತದ 20 ಅಂಗನವಾಡಿಗಳಲ್ಲಿ ಸುಮಾರು 500 ಮಕ್ಕಳಿಗೆ ಉಚಿತ ಮಾಂಟೆಸ್ಸರಿ ಶಿಕ್ಷಣವನ್ನು ಒದಗಿಸುತ್ತಿದೆ. <box>42 393 311 444</box>
paragraph: ಬೇಕೆಂದು ಒಬ್ಬರ ಮೇಲೊಬ್ಬರು ಆರೋಪ ಮಾಡಿಕೊಳ್ಳುತ್ತಿದ್ದಾರೆಂದು ಅಸಮಾಧಾನ ವ್ಯಕ್ತಪಡಿಸಿದರು. ರೈತಸಂಘದ ರಾಜ್ಯ ಉಪಾಧ್ಯಕ್ಷ ಕೆ.ನಾರಾಯಣಗೌಡ ಮಾತನಾಡಿ, ಚೆನ್ನೈ ಕಾರಿಡಾರ್ ರಸ್ತೆ ಅಭಿವೃದ್ಧಿಗೆ ಭೂಸ್ವಾಧೀನ ಮಾಡಿಕೊಳ್ಳುವಾಗ ಭೂಮಿ ಕಳೆದುಕೊಂಡ ರೈತರಿಗೆ ಪಾದಚಾರಿ ರಸ್ತೆ, ಹೊಲ ತೋಟಗಳಿಗೆ ಓಡಾಡಲು ಅಭಿವೃದ್ಧಿ ಮಾಡಿಕೊಡುತ್ತೇವೆಂದು ಮಾತು ಕೊಟ್ಟಂತಹ ಅಧಿಕಾರಿಗಳು ಈಗ ಮಾತನ್ನು ಬದಲಾಯಿಸುತ್ತಿದ್ದಾರೆ. ಪಾದಚಾರಿ ರಸ್ತೆ ನಮ್ಮ ನಕ್ಷೆಯಲ್ಲಿ ಇಲ್ಲ. ಸರ್ಕಾರ ರಸ್ತೆ ಬಿಡದಂತೆ ಆದೇಶ ಮಾಡಿದ್ದಾರೆಂದು <box>981 341 1223 499</box>
lead-subheadline: ದಂಡಾಧಿಕಾರಿ ವರದಿಯಂತೆ ಡಿಸಿ ಪರಿಹಾರ ವಿತರಣೆಗೆ ಆದೇಶ | 16ರಂದು ಚೆನ್ನೈ ಕಾರಿಡಾರ್ ರಸ್ತೆಯಲ್ಲಿ ಹೋರಾಟ <box>506 294 1312 320</box>
paragraph: ಕಾರ್ಯಕ್ರಮದಲ್ಲಿ ಸಾರ್ವಜನಿಕರಿಂದ ಭ್ರಷ್ಟಾಚಾರ ಮಾಡ್ಡ ಸಾರ್ವಜನಿಕರ ಕೆಲಸಕಾರ್ಯಗಳನ್ನು ವಿಳಂಬ ಮಾಡುವ ಸರ್ಕಾರಿ ಅಧಿಕಾರಿಗಳ ವಿರುದ್ಧ ದೂರುಗಳನ್ನು ಸಲ್ಲಿಸಬಹುದು. <box>42 1096 311 1147</box>
column-divider <box>1176 755 1179 1438</box>
paragraph: ಲೋಕಾಯುಕ್ತ ಪೊಲೀಸ್ ಅಧೀಕ್ಷಕ (ಮೊ:9364062528), ಲೋಕಾಯುಕ್ತ ಪೊಲೀಸ್ ಉಪಾಧೀಕ್ಷಕ (:9364062557), ಪೊಲೀಸ್ ಇನ್ಸ್‌ಪೆಕ್ಟರ್-1 (9364062640), ಪೊಲೀಸ್ ಇನ್ಸ್‌ಪೆಕ್ಟರ್-2 ಇವರು ಅಂದು ಬೆಳಿಗ್ಗೆ 11 ಗಂಟೆಯಿಂದ ಸಾರ್ವಜನಿಕ ಅಹವಾಲುಗಳನ್ನು ಸ್ವೀಕರಿಸಲಿದ್ದಾರೆ. <box>42 1006 311 1093</box>
page-number: 3 <box>65 53 162 183</box>
paragraph: ಪಟ್ಟಣದ ಶ್ರೀ ಗುರುರೇಣುಕಾದೇವಿ ಆಂಗ್ಲ ಮಾಧ್ಯಮ ಪ್ರೌಢಶಾಲೆ ಹಾಗೂ ಬಸವೇಶ್ವರ ಪದವಿ ಪೂರ್ವ ಕಾಲೇಜು ಶಿಕ್ಷಣ ಸಂಸ್ಥೆಯಲ್ಲಿ ನಡೆದ ಶಾಲಾ ವಾರ್ಷಿಕೋತ್ಸವ ಸಮಾರಂಭದಲ್ಲಿ ಭಾಗವಹಿಸಿ ಮಾತನಾಡಿದರು. ಗುರುರೇಣುಕಾದೇವಿ ಶಿಕ್ಷಣ ಸಂಸ್ಥೆಯು ತಾಲೂಕಿನಲ್ಲಿ ಉತ್ತಮ ಶಿಕ್ಷಣವನ್ನು ನೀಡುತ್ತಾ ಬಂದಿದೆ ಎಂದು ಶಿಕ್ಷಣ ಸಂಸ್ಥೆಯ ಕಾರ್ಯವನ್ನು ಶ್ಲಾಘಿಸಿದರು. ಕೇವಲ ಅಂಕಗಳನ್ನು ಪಡೆಯುವುದೇ ಶಿಕ್ಷಣವಲ್ಲ ಮಾನವೀಯ ಮೌಲ್ಯಗಳನ್ನು ಬೆಳೆಸಿಕೊಳ್ಳಬೇಕು ಎಂದು ವಿದ್ಯಾರ್ಥಿಗಳಿಗೆ ಕಿವಿಮಾತು ಹೇಳಿದರು. <box>344 830 885 988</box>
paragraph: ಸೇರಿದಂತೆ ರೇಷನ್ ಕಾರ್ಡ್ ಗೃಹಲಕ್ಷ್ಮಿ ಯೋಜನೆಯಡಿ ಹಣ ಖಾತೆಗೆ ಜಮೆಯಾಗದಿರುವುದನ್ನು ಸ್ಥಳದಲ್ಲೇ ಪರಿಹರಿಸುವ ಉದ್ದೇಶದಿಂದ ಕುಂದು-ಕೊರತೆ ಸಭೆಯನ್ನು ಆಯೋಜನೆ ಮಾಡಲಾಗಿದೆ ಎಂದರು. ನಾನು ಕಳೆದ 10 ವರ್ಷಗಳ ಹಿಂದೆ ಕ್ಷೇತ್ರಕ್ಕೆ ಕಾಲಿಟ್ಟ ಸಂದರ್ಭದಲ್ಲಿ ನಗರ ಹಾಗೂ ಗ್ರಾಮೀಣ ಪ್ರದೇಶದ ಜನರು ನನ್ನ ಬಳಿ ಹಲವು ಸಮಸ್ಯೆಗಳನ್ನು ಹೊತ್ತು ತಂದು ಅಹವಾಲುಗಳನ್ನು ಸಲ್ಲಿಸಿದ್ದರು. ಆಗ ರೈತರ ಬಡವರ ಕಷ್ಟಗಳು ನನ್ನ ಅರಿವಿಗೆ ಬಂದಿದ್ದರಿಂದ ಬಡವರಿಗೆ ರೈತರಿಗೆ ಶಾಶ್ವತವಾದ ಪರಿಹಾರವನ್ನು ಕಂಡು ಹಿಡಿಯಲೇಬೇಕು ಎಂಬ ಉದ್ದೇಶದಿಂದ ಕಳೆದ 5 ವರ್ಷಗಳಿಂದ ಸರ್ಕಾರಿ <box>337 1715 911 1819</box>
